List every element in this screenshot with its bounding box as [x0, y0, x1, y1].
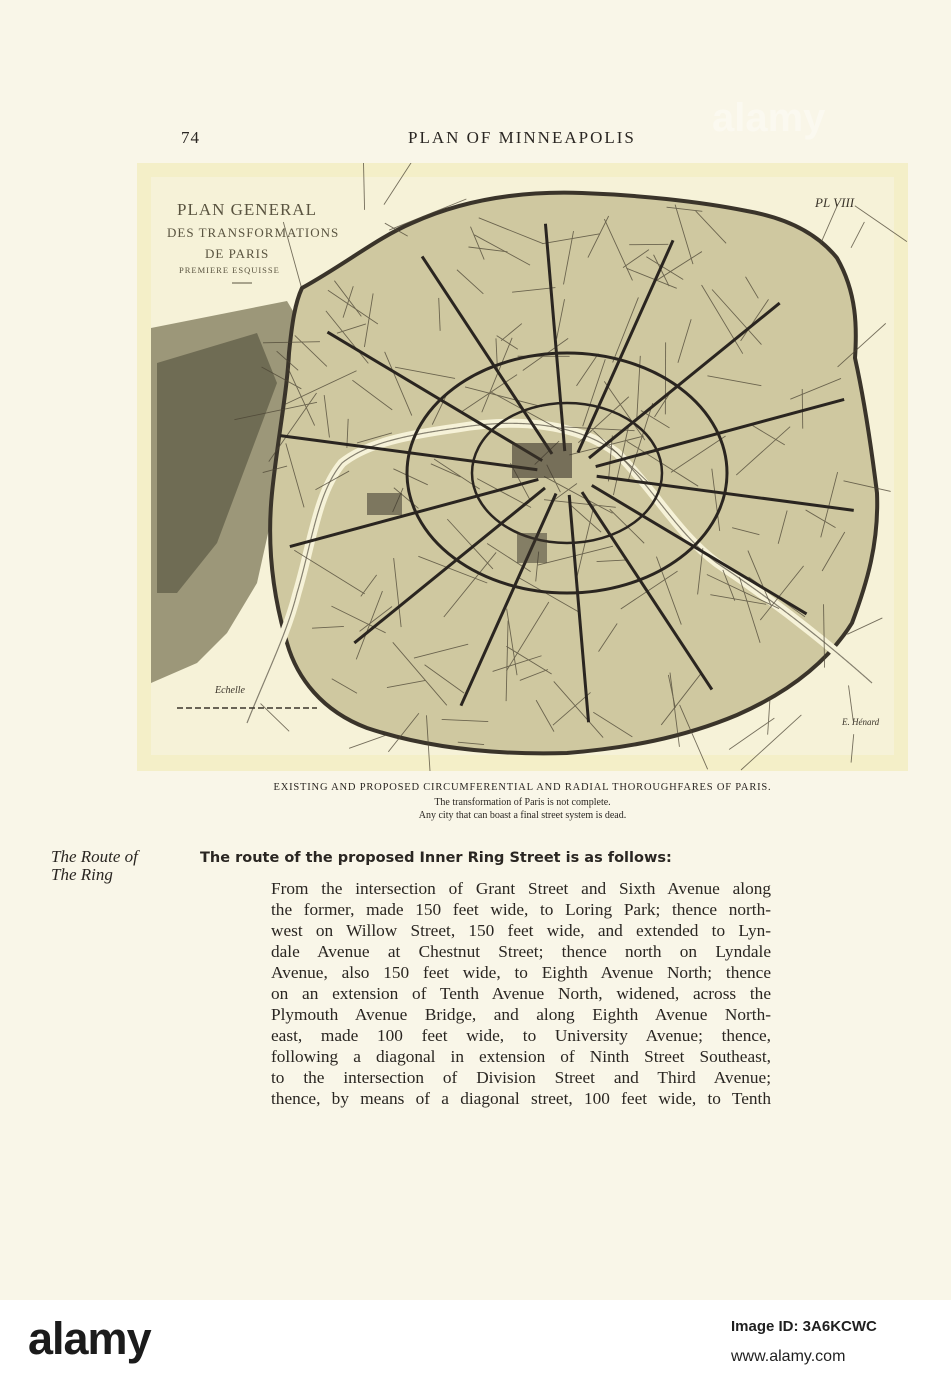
margin-note-line1: The Route of	[51, 847, 138, 866]
running-title: PLAN OF MINNEAPOLIS	[408, 128, 636, 147]
image-id: Image ID: 3A6KCWC	[731, 1318, 877, 1335]
scale-label: Echelle	[215, 685, 245, 696]
body-line: Avenue, also 150 feet wide, to Eighth Avenue North; thence	[271, 963, 771, 982]
watermark-top: alamy	[712, 96, 826, 140]
body-line: Plymouth Avenue Bridge, and along Eighth Avenue North-	[271, 1005, 771, 1024]
invalides-block	[367, 493, 402, 515]
body-line: east, made 100 feet wide, to University Avenue; thence,	[271, 1026, 771, 1045]
caption-line3: Any city that can boast a final street system is dead.	[418, 810, 627, 821]
map-plate	[137, 163, 908, 771]
body-line: thence, by means of a diagonal street, 100 feet wide, to Tenth	[271, 1089, 771, 1108]
margin-note	[51, 848, 138, 884]
body-line: to the intersection of Division Street and Third Avenue;	[271, 1068, 771, 1087]
body-line: From the intersection of Grant Street and Sixth Avenue along	[271, 879, 771, 898]
paris-map	[137, 163, 908, 771]
street	[802, 389, 803, 429]
lead-sentence: The route of the proposed Inner Ring Street is as follows:	[200, 850, 672, 866]
map-title-line2: DES TRANSFORMATIONS	[167, 225, 340, 240]
body-line: the former, made 150 feet wide, to Loring Park; thence north-	[271, 900, 771, 919]
caption-sub	[137, 796, 908, 822]
stock-url: www.alamy.com	[731, 1348, 846, 1365]
body-paragraph	[271, 878, 771, 1109]
body-line: on an extension of Tenth Avenue North, widened, across the	[271, 984, 771, 1003]
alamy-logo: alamy	[28, 1313, 151, 1364]
map-title-line4: PREMIERE ESQUISSE	[179, 265, 280, 275]
plate-label: PL VIII	[815, 195, 855, 210]
caption-line2: The transformation of Paris is not complete.	[434, 797, 611, 808]
map-title-line1: PLAN GENERAL	[177, 200, 317, 219]
map-signature: E. Hénard	[842, 717, 880, 727]
figure-caption	[137, 782, 908, 822]
body-line: dale Avenue at Chestnut Street; thence north on Lyndale	[271, 942, 771, 961]
caption-main: EXISTING AND PROPOSED CIRCUMFERENTIAL AND RADIAL THOROUGHFARES OF PARIS.	[273, 782, 772, 793]
body-line: west on Willow Street, 150 feet wide, and extended to Lyn-	[271, 921, 771, 940]
margin-note-line2: The Ring	[51, 865, 113, 884]
body-line: following a diagonal in extension of Ninth Street Southeast,	[271, 1047, 771, 1066]
city-boundary	[270, 193, 877, 754]
central-district	[512, 443, 572, 478]
map-title-line3: DE PARIS	[205, 246, 270, 261]
page-number: 74	[181, 128, 200, 147]
luxembourg-block	[517, 533, 547, 563]
